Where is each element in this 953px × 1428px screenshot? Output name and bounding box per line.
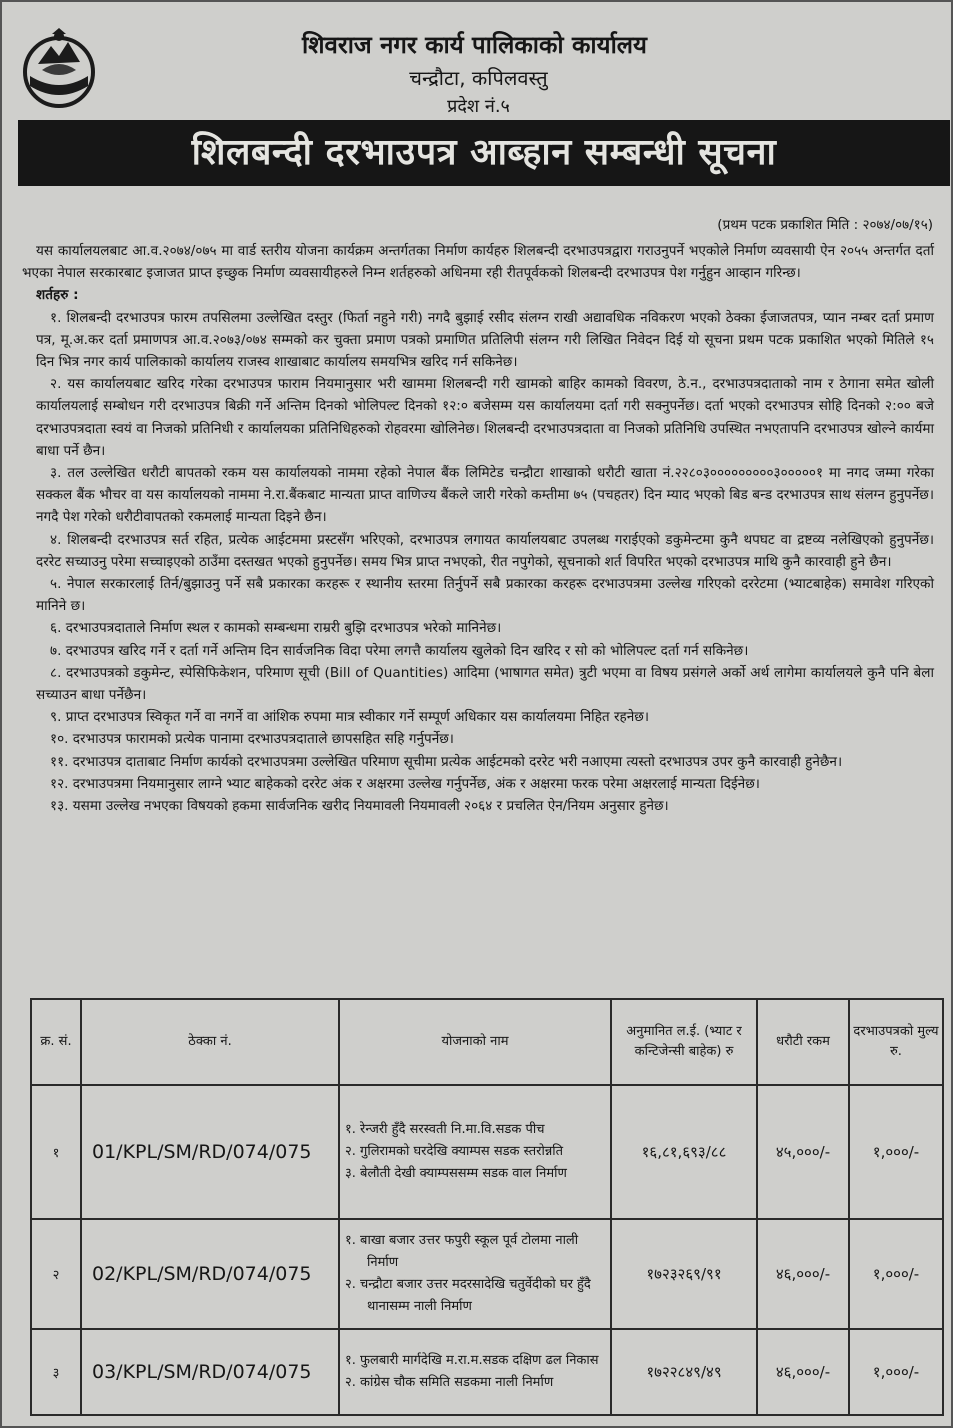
row-projects	[339, 1085, 611, 1219]
row-deposit: ४५,०००/-	[757, 1085, 849, 1219]
row-deposit: ४६,०००/-	[757, 1219, 849, 1329]
project-item: १. रेन्जरी हुँदै सरस्वती नि.मा.वि.सडक पीच	[345, 1122, 545, 1137]
condition-item: १२. दरभाउपत्रमा नियमानुसार लाग्ने भ्याट बाहेकको दररेट अंक र अक्षरमा उल्लेख गर्नुपर्नेछ, अंक र अक्षरमा फरक परेमा अक्षरलाई मान्यता दिईनेछ।	[50, 775, 760, 792]
row-price: १,०००/-	[849, 1085, 943, 1219]
project-item: १. बाखा बजार उत्तर फपुरी स्कूल पूर्व टोलमा नाली निर्माण	[345, 1233, 579, 1270]
province: प्रदेश नं.५	[447, 96, 510, 117]
project-item: २. चन्द्रौटा बजार उत्तर मदरसादेखि चतुर्वेदीको घर हुँदै थानासम्म नाली निर्माण	[345, 1277, 591, 1314]
office-name: शिवराज नगर कार्य पालिकाको कार्यालय	[302, 31, 647, 59]
row-sn: २	[31, 1219, 81, 1329]
table-row	[31, 1085, 943, 1219]
row-tender-no: 01/KPL/SM/RD/074/075	[81, 1085, 339, 1219]
col-header-sn: क्र. सं.	[31, 999, 81, 1085]
row-projects	[339, 1329, 611, 1415]
row-deposit: ४६,०००/-	[757, 1329, 849, 1415]
condition-item: १. शिलबन्दी दरभाउपत्र फारम तपसिलमा उल्लेखित दस्तुर (फिर्ता नहुने गरी) नगदै बुझाई रसीद संलग्न राखी अद्यावधिक नविकरण भएको ठेक्का ईजाजतपत्र, प्यान नम्बर दर्ता प्रमाण पत्र, मू.अ.कर दर्ता प्रमाणपत्र आ.व.२०७३/०७४ सम्मको कर चुक्ता प्रमाण पत्रको प्रमाणित प्रतिलिपी संलग्न गरी लिखित निवेदन दिई यो सूचना प्रथम पटक प्रकाशित भएको मितिले १५ दिन भित्र नगर कार्य पालिकाको कार्यालय राजस्व शाखाबाट कार्यालय समयभित्र खरिद गर्न सकिनेछ।	[36, 309, 934, 371]
condition-item: ११. दरभाउपत्र दाताबाट निर्माण कार्यको दरभाउपत्रमा उल्लेखित परिमाण सूचीमा प्रत्येक आईटमको दररेट भरी नआएमा त्यस्तो दरभाउपत्र उपर कुनै कारवाही हुनेछैन।	[50, 753, 843, 770]
project-item: ३. बेलौती देखी क्याम्पससम्म सडक वाल निर्माण	[345, 1166, 567, 1181]
project-item: २. कांग्रेस चौक समिति सडकमा नाली निर्माण	[345, 1375, 554, 1390]
row-tender-no: 03/KPL/SM/RD/074/075	[81, 1329, 339, 1415]
project-item: २. गुलिरामको घरदेखि क्याम्पस सडक स्तरोन्नति	[345, 1144, 564, 1159]
col-header-deposit: धरौटी रकम	[757, 999, 849, 1085]
row-price: १,०००/-	[849, 1219, 943, 1329]
col-header-price: दरभाउपत्रको मुल्य रु.	[849, 999, 943, 1085]
table-row	[31, 1219, 943, 1329]
table-header-row	[31, 999, 943, 1085]
condition-item: ७. दरभाउपत्र खरिद गर्ने र दर्ता गर्ने अन्तिम दिन सार्वजनिक विदा परेमा लगत्तै कार्यालय खुलेको दिन खरिद र सो को भोलिपल्ट दर्ता गर्न सकिनेछ।	[50, 642, 749, 659]
row-price: १,०००/-	[849, 1329, 943, 1415]
table-row	[31, 1329, 943, 1415]
condition-item: ९. प्राप्त दरभाउपत्र स्विकृत गर्ने वा नगर्ने वा आंशिक रुपमा मात्र स्वीकार गर्ने सम्पूर्ण अधिकार यस कार्यालयमा निहित रहनेछ।	[50, 709, 649, 726]
condition-item: ८. दरभाउपत्रको डकुमेन्ट, स्पेसिफिकेशन, परिमाण सूची (Bill of Quantities) आदिमा (भाषागत समेत) त्रुटी भएमा वा विषय प्रसंगले अर्को अर्थ लागेमा कार्यालयले कुनै पनि बेला सच्याउन बाधा पर्नेछैन।	[36, 664, 934, 704]
condition-item: ३. तल उल्लेखित धरौटी बापतको रकम यस कार्यालयको नाममा रहेको नेपाल बैंक लिमिटेड चन्द्रौटा शाखाको धरौटी खाता नं.२२८०३०००००००००३०००००१ मा नगद जम्मा गरेका सक्कल बैंक भौचर वा यस कार्यालयको नाममा ने.रा.बैंकबाट मान्यता प्राप्त वाणिज्य बैंकले जारी गरेको कम्तीमा ७५ (पचहतर) दिन म्याद भएको बिड बन्ड दरभाउपत्र साथ संलग्न हुनुपर्नेछ। नगदै पेश गरेको धरौटीवापतको रकमलाई मान्यता दिइने छैन।	[36, 465, 934, 526]
row-estimate: १६,८१,६९३/८८	[611, 1085, 757, 1219]
office-location: चन्द्रौटा, कपिलवस्तु	[409, 66, 548, 90]
conditions-list	[22, 307, 934, 818]
condition-item: ५. नेपाल सरकारलाई तिर्न/बुझाउनु पर्ने सबै प्रकारका करहरू र स्थानीय स्तरमा तिर्नुपर्ने सबै प्रकारका करहरू दरभाउपत्रमा उल्लेख गरिएको दररेटमा (भ्याटबाहेक) समावेश गरिएको मानिने छ।	[36, 576, 934, 615]
row-sn: ३	[31, 1329, 81, 1415]
row-tender-no: 02/KPL/SM/RD/074/075	[81, 1219, 339, 1329]
notice-body	[22, 240, 934, 817]
conditions-heading: शर्तहरु :	[36, 287, 79, 304]
condition-item: १०. दरभाउपत्र फारामको प्रत्येक पानामा दरभाउपत्रदाताले छापसहित सहि गर्नुपर्नेछ।	[50, 731, 454, 748]
tender-table	[30, 998, 944, 1416]
row-estimate: १७२२८४९/४९	[611, 1329, 757, 1415]
row-sn: १	[31, 1085, 81, 1219]
row-estimate: १७२३२६९/९१	[611, 1219, 757, 1329]
project-item: १. फुलबारी मार्गदेखि म.रा.म.सडक दक्षिण ढल निकास	[345, 1353, 599, 1368]
condition-item: २. यस कार्यालयबाट खरिद गरेका दरभाउपत्र फाराम नियमानुसार भरी खाममा शिलबन्दी गरी खामको बाहिर कामको विवरण, ठे.न., दरभाउपत्रदाताको नाम र ठेगाना समेत खोली कार्यालयलाई सम्बोधन गरी दरभाउपत्र बिक्री गर्ने अन्तिम दिनको भोलिपल्ट दिनको १२:० बजेसम्म यस कार्यालयमा दर्ता गरी सक्नुपर्नेछ। दर्ता भएको दरभाउपत्र सोहि दिनको २:०० बजे दरभाउपत्रदाता स्वयं वा निजको प्रतिनिधी र कार्यालयका प्रतिनिधिहरुको रोहवरमा खोलिनेछ। शिलबन्दी दरभाउपत्रदाता वा निजको प्रतिनिधि उपस्थित नभएतापनि दरभाउपत्र खोल्ने कार्यमा बाधा पर्ने छैन।	[36, 376, 934, 459]
publication-date: (प्रथम पटक प्रकाशित मिति : २०७४/०७/१५)	[717, 217, 933, 233]
col-header-tender-no: ठेक्का नं.	[81, 999, 339, 1085]
col-header-project-name: योजनाको नाम	[339, 999, 611, 1085]
intro-paragraph: यस कार्यालयलबाट आ.व.२०७४/०७५ मा वार्ड स्तरीय योजना कार्यक्रम अन्तर्गतका निर्माण कार्यहरु शिलबन्दी दरभाउपत्रद्वारा गराउनुपर्ने भएकोले निर्माण व्यवसायी ऐन २०५५ अन्तर्गत दर्ता भएका नेपाल सरकारबाट इजाजत प्राप्त इच्छुक निर्माण व्यवसायीहरुले निम्न शर्तहरुको अधिनमा रही रीतपूर्वकको शिलबन्दी दरभाउपत्र पेश गर्नुहुन आव्हान गरिन्छ।	[22, 243, 934, 282]
notice-title: शिलबन्दी दरभाउपत्र आब्हान सम्बन्धी सूचना	[18, 120, 950, 186]
condition-item: १३. यसमा उल्लेख नभएका विषयको हकमा सार्वजनिक खरीद नियमावली नियमावली २०६४ र प्रचलित ऐन/नियम अनुसार हुनेछ।	[50, 798, 669, 815]
col-header-estimate: अनुमानित ल.ई. (भ्याट र कन्टिजेन्सी बाहेक) रु	[611, 999, 757, 1085]
row-projects	[339, 1219, 611, 1329]
condition-item: ६. दरभाउपत्रदाताले निर्माण स्थल र कामको सम्बन्धमा राम्ररी बुझि दरभाउपत्र भरेको मानिनेछ।	[50, 620, 502, 637]
condition-item: ४. शिलबन्दी दरभाउपत्र सर्त रहित, प्रत्येक आईटममा प्रस्टसँग भरिएको, दरभाउपत्र लगायत कार्यालयबाट उपलब्ध गराईएको डकुमेन्टमा कुनै थपघट वा द्रष्टव्य नलेखिएको हुनुपर्नेछ। दररेट सच्याउनु परेमा सच्चाइएको ठाउँमा दस्तखत भएको हुनुपर्नेछ। समय भित्र प्राप्त नभएको, रीत नपुगेको, सूचनाको शर्त विपरित भएको दरभाउपत्र माथि कुनै कारवाही हुने छैन।	[36, 531, 934, 570]
